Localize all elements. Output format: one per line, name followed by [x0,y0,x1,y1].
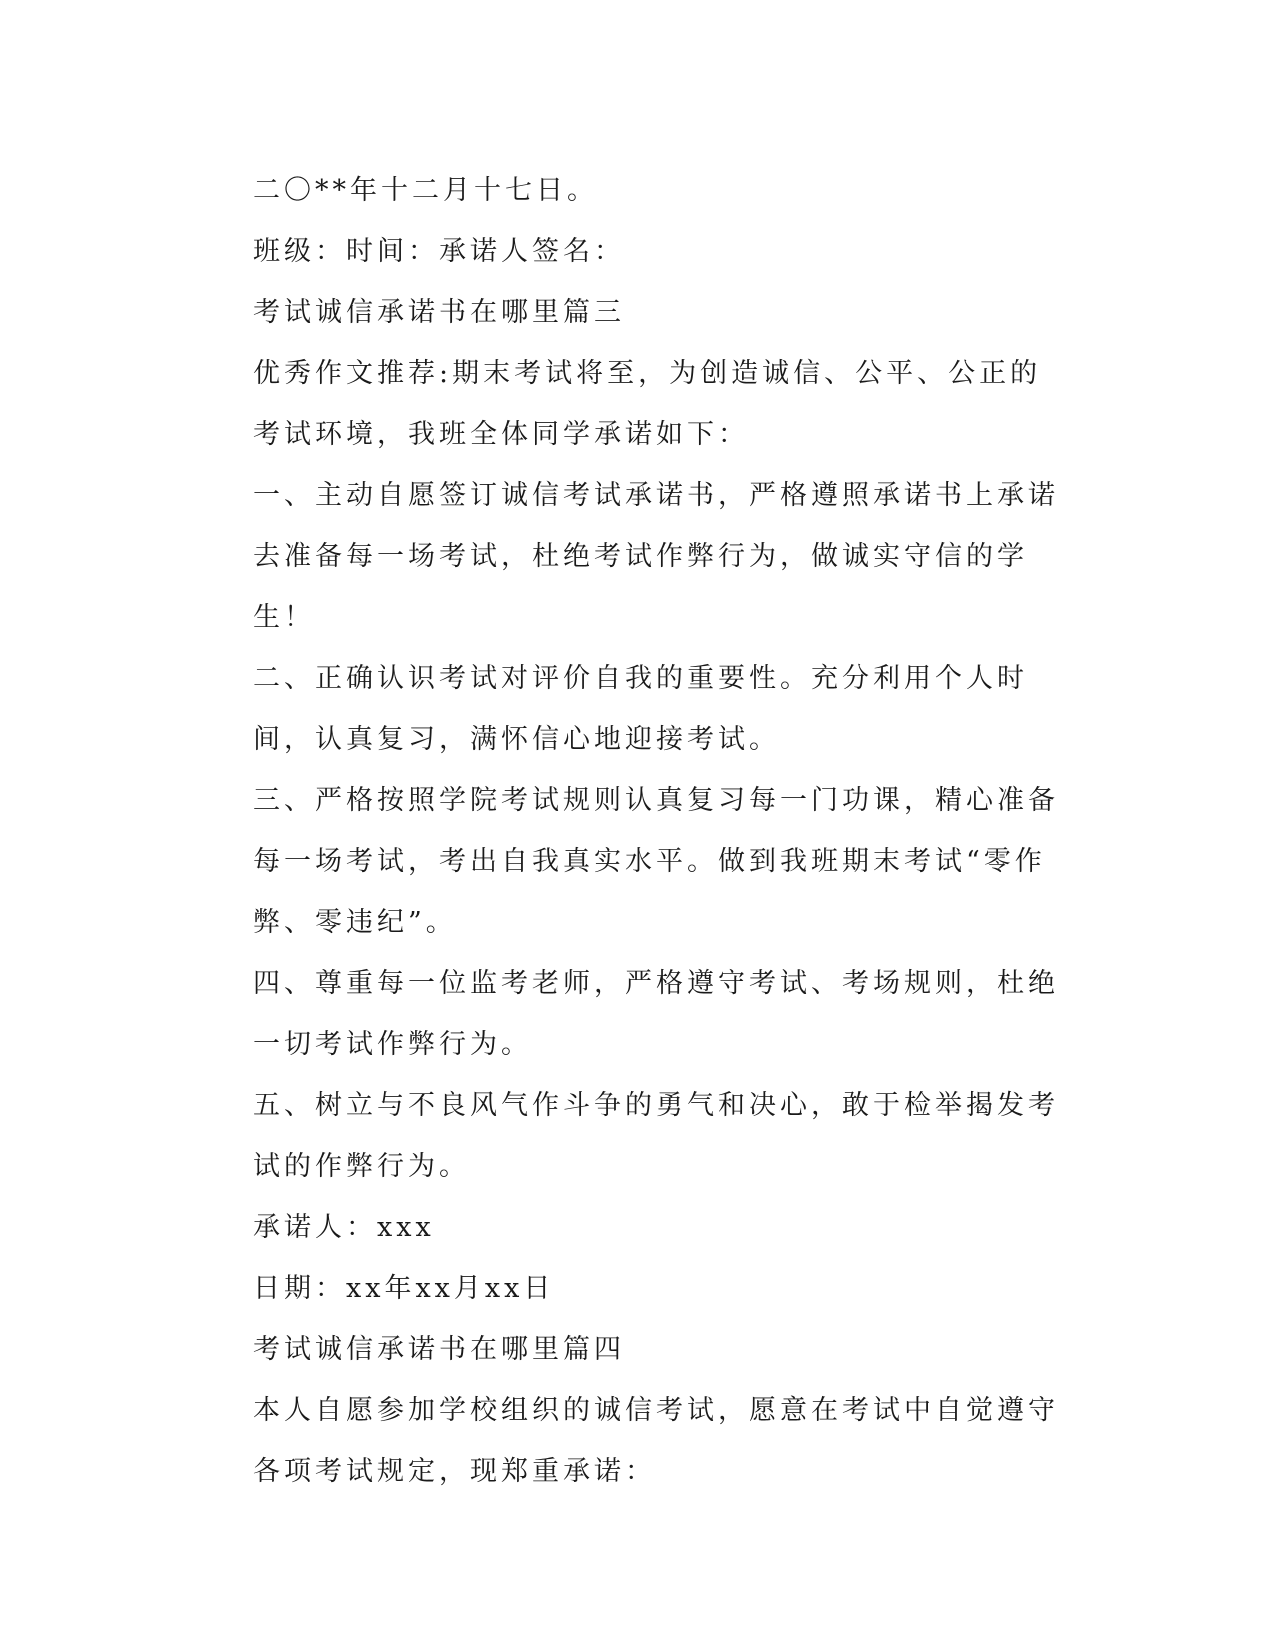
pledge-date-line: 日期：xx年xx月xx日 [253,1273,555,1304]
document-body [185,160,1065,1502]
date-line: 二〇**年十二月十七日。 [253,175,598,206]
section-heading-3: 考试诚信承诺书在哪里篇三 [253,297,625,328]
pledge-item-2: 二、正确认识考试对评价自我的重要性。充分利用个人时间，认真复习，满怀信心地迎接考试。 [253,663,1028,755]
pledge-item-1: 一、主动自愿签订诚信考试承诺书，严格遵照承诺书上承诺去准备每一场考试，杜绝考试作弊行为，做诚实守信的学生！ [253,480,1059,633]
pledge-item-5: 五、树立与不良风气作斗争的勇气和决心，敢于检举揭发考试的作弊行为。 [253,1090,1059,1182]
section-heading-4: 考试诚信承诺书在哪里篇四 [253,1334,625,1365]
intro-paragraph: 优秀作文推荐:期末考试将至，为创造诚信、公平、公正的考试环境，我班全体同学承诺如下： [253,358,1042,450]
section-4-intro-paragraph: 本人自愿参加学校组织的诚信考试，愿意在考试中自觉遵守各项考试规定，现郑重承诺： [253,1395,1059,1487]
pledge-item-3: 三、严格按照学院考试规则认真复习每一门功课，精心准备每一场考试，考出自我真实水平。做到我班期末考试“零作弊、零违纪”。 [253,785,1059,938]
pledge-item-4: 四、尊重每一位监考老师，严格遵守考试、考场规则，杜绝一切考试作弊行为。 [253,968,1059,1060]
signature-fields-line: 班级：时间：承诺人签名： [253,236,625,267]
pledger-line: 承诺人：xxx [253,1212,435,1243]
